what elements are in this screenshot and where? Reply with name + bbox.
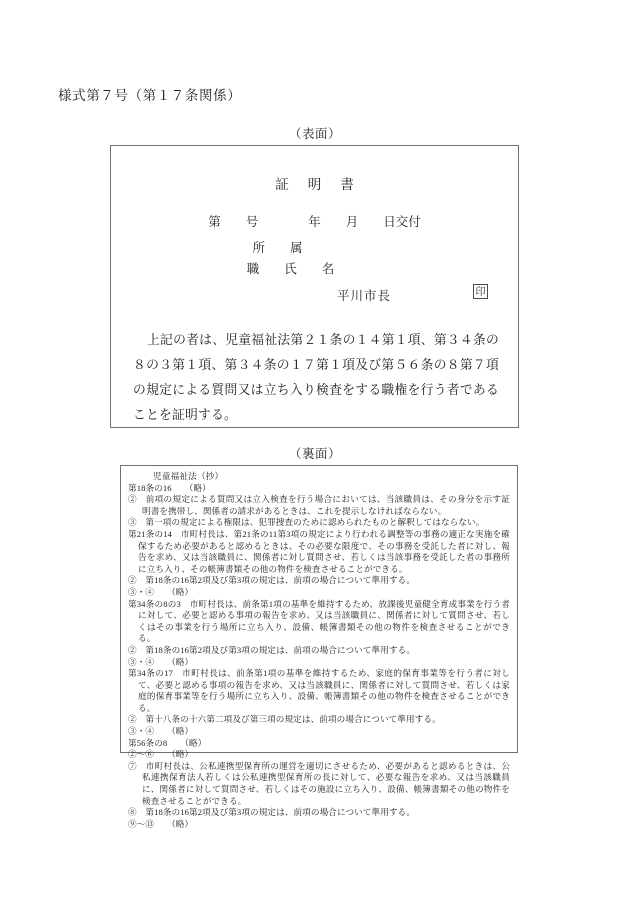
law-line: 第34条の17 市町村長は、前条第1項の基準を維持するため、家庭的保育事業等を行う者に対して、必要と認める事項の報告を求め、又は当該職員に、関係者に対して質問させ、若しくは家庭的保育事業等を行う場所に立ち入り、設備、帳簿書類その他の物件を検査させることができる。: [128, 668, 510, 713]
certification-body-text: 上記の者は、児童福祉法第２１条の１４第１項、第３４条の８の３第１項、第３４条の１７第１項及び第５６条の８第７項の規定による質問又は立ち入り検査をする職権を行う者であることを証明する。: [133, 333, 499, 422]
seal-stamp-icon: 印: [473, 284, 488, 299]
law-line: ②〜⑥ （略）: [128, 749, 194, 760]
law-line: ⑨〜⑬ （略）: [128, 818, 194, 829]
law-line: 第21条の14 市町村長は、第21条の11第3項の規定により行われる調整等の事務の適正な実施を確保するため必要があると認めるときは、その必要な限度で、その事務を受託した者に対し、報告を求め、又は当該職員に、関係者に対し質問させ、若しくは当該事務を受託した者の事務所に立ち入り、その帳簿書類その他の物件を検査させることができる。: [128, 528, 510, 574]
position-name-label: 職 氏 名: [246, 262, 335, 276]
mayor-signature-row: [111, 286, 518, 306]
law-line: ② 第十八条の十六第二項及び第三項の規定は、前項の場合について準用する。: [128, 714, 441, 725]
law-line: ② 前項の規定による質問又は立入検査を行う場合においては、当該職員は、その身分を示す証明書を携帯し、関係者の請求があるときは、これを提示しなければならない。: [128, 494, 510, 516]
law-line: ③ 第一項の規定による権限は、犯罪捜査のために認められたものと解釈してはならない。: [128, 517, 485, 528]
law-line: 第34条の8の3 市町村長は、前条第1項の基準を維持するため、放課後児童健全育成事業を行う者に対して、必要と認める事項の報告を求め、又は当該職員に、関係者に対して質問させ、若しくはその事業を行う場所に立ち入り、設備、帳簿書類その他の物件を検査させることができる。: [128, 598, 510, 644]
issue-number-date-line: 第 号 年 月 日交付: [208, 215, 421, 229]
certificate-front-box: [110, 145, 519, 428]
law-line: ⑧ 第18条の16第2項及び第3項の規定は、前項の場合について準用する。: [128, 807, 416, 818]
law-title: 児童福祉法（抄）: [153, 471, 224, 481]
law-line: 第56条の8 （略）: [128, 737, 207, 748]
front-side-caption: （表面）: [288, 127, 341, 141]
form-number-heading: 様式第７号（第１７条関係）: [58, 88, 242, 103]
law-line: ③・④ （略）: [128, 586, 194, 597]
law-line: ⑦ 市町村長は、公私連携型保育所の運営を適切にさせるため、必要があると認めるときは、公私連携保育法人若しくは公私連携型保育所の長に対して、必要な報告を求め、又は当該職員に、関係者に対して質問させ、若しくはその施設に立ち入り、設備、帳簿書類その他の物件を検査させることができる。: [128, 760, 510, 806]
law-line: ② 第18条の16第2項及び第3項の規定は、前項の場合について準用する。: [128, 644, 416, 655]
back-side-caption: （裏面）: [288, 447, 341, 461]
certificate-title: 証明書: [275, 177, 373, 192]
mayor-title: 平川市長: [337, 289, 392, 303]
law-line: ③・④ （略）: [128, 656, 194, 667]
law-line: 第18条の16 （略）: [128, 482, 211, 493]
law-line: ② 第18条の16第2項及び第3項の規定は、前項の場合について準用する。: [128, 575, 416, 586]
law-line: ③・④ （略）: [128, 726, 194, 737]
law-lines-container: [128, 483, 510, 831]
affiliation-label: 所 属: [252, 241, 303, 255]
law-excerpt-back-box: [120, 465, 518, 829]
